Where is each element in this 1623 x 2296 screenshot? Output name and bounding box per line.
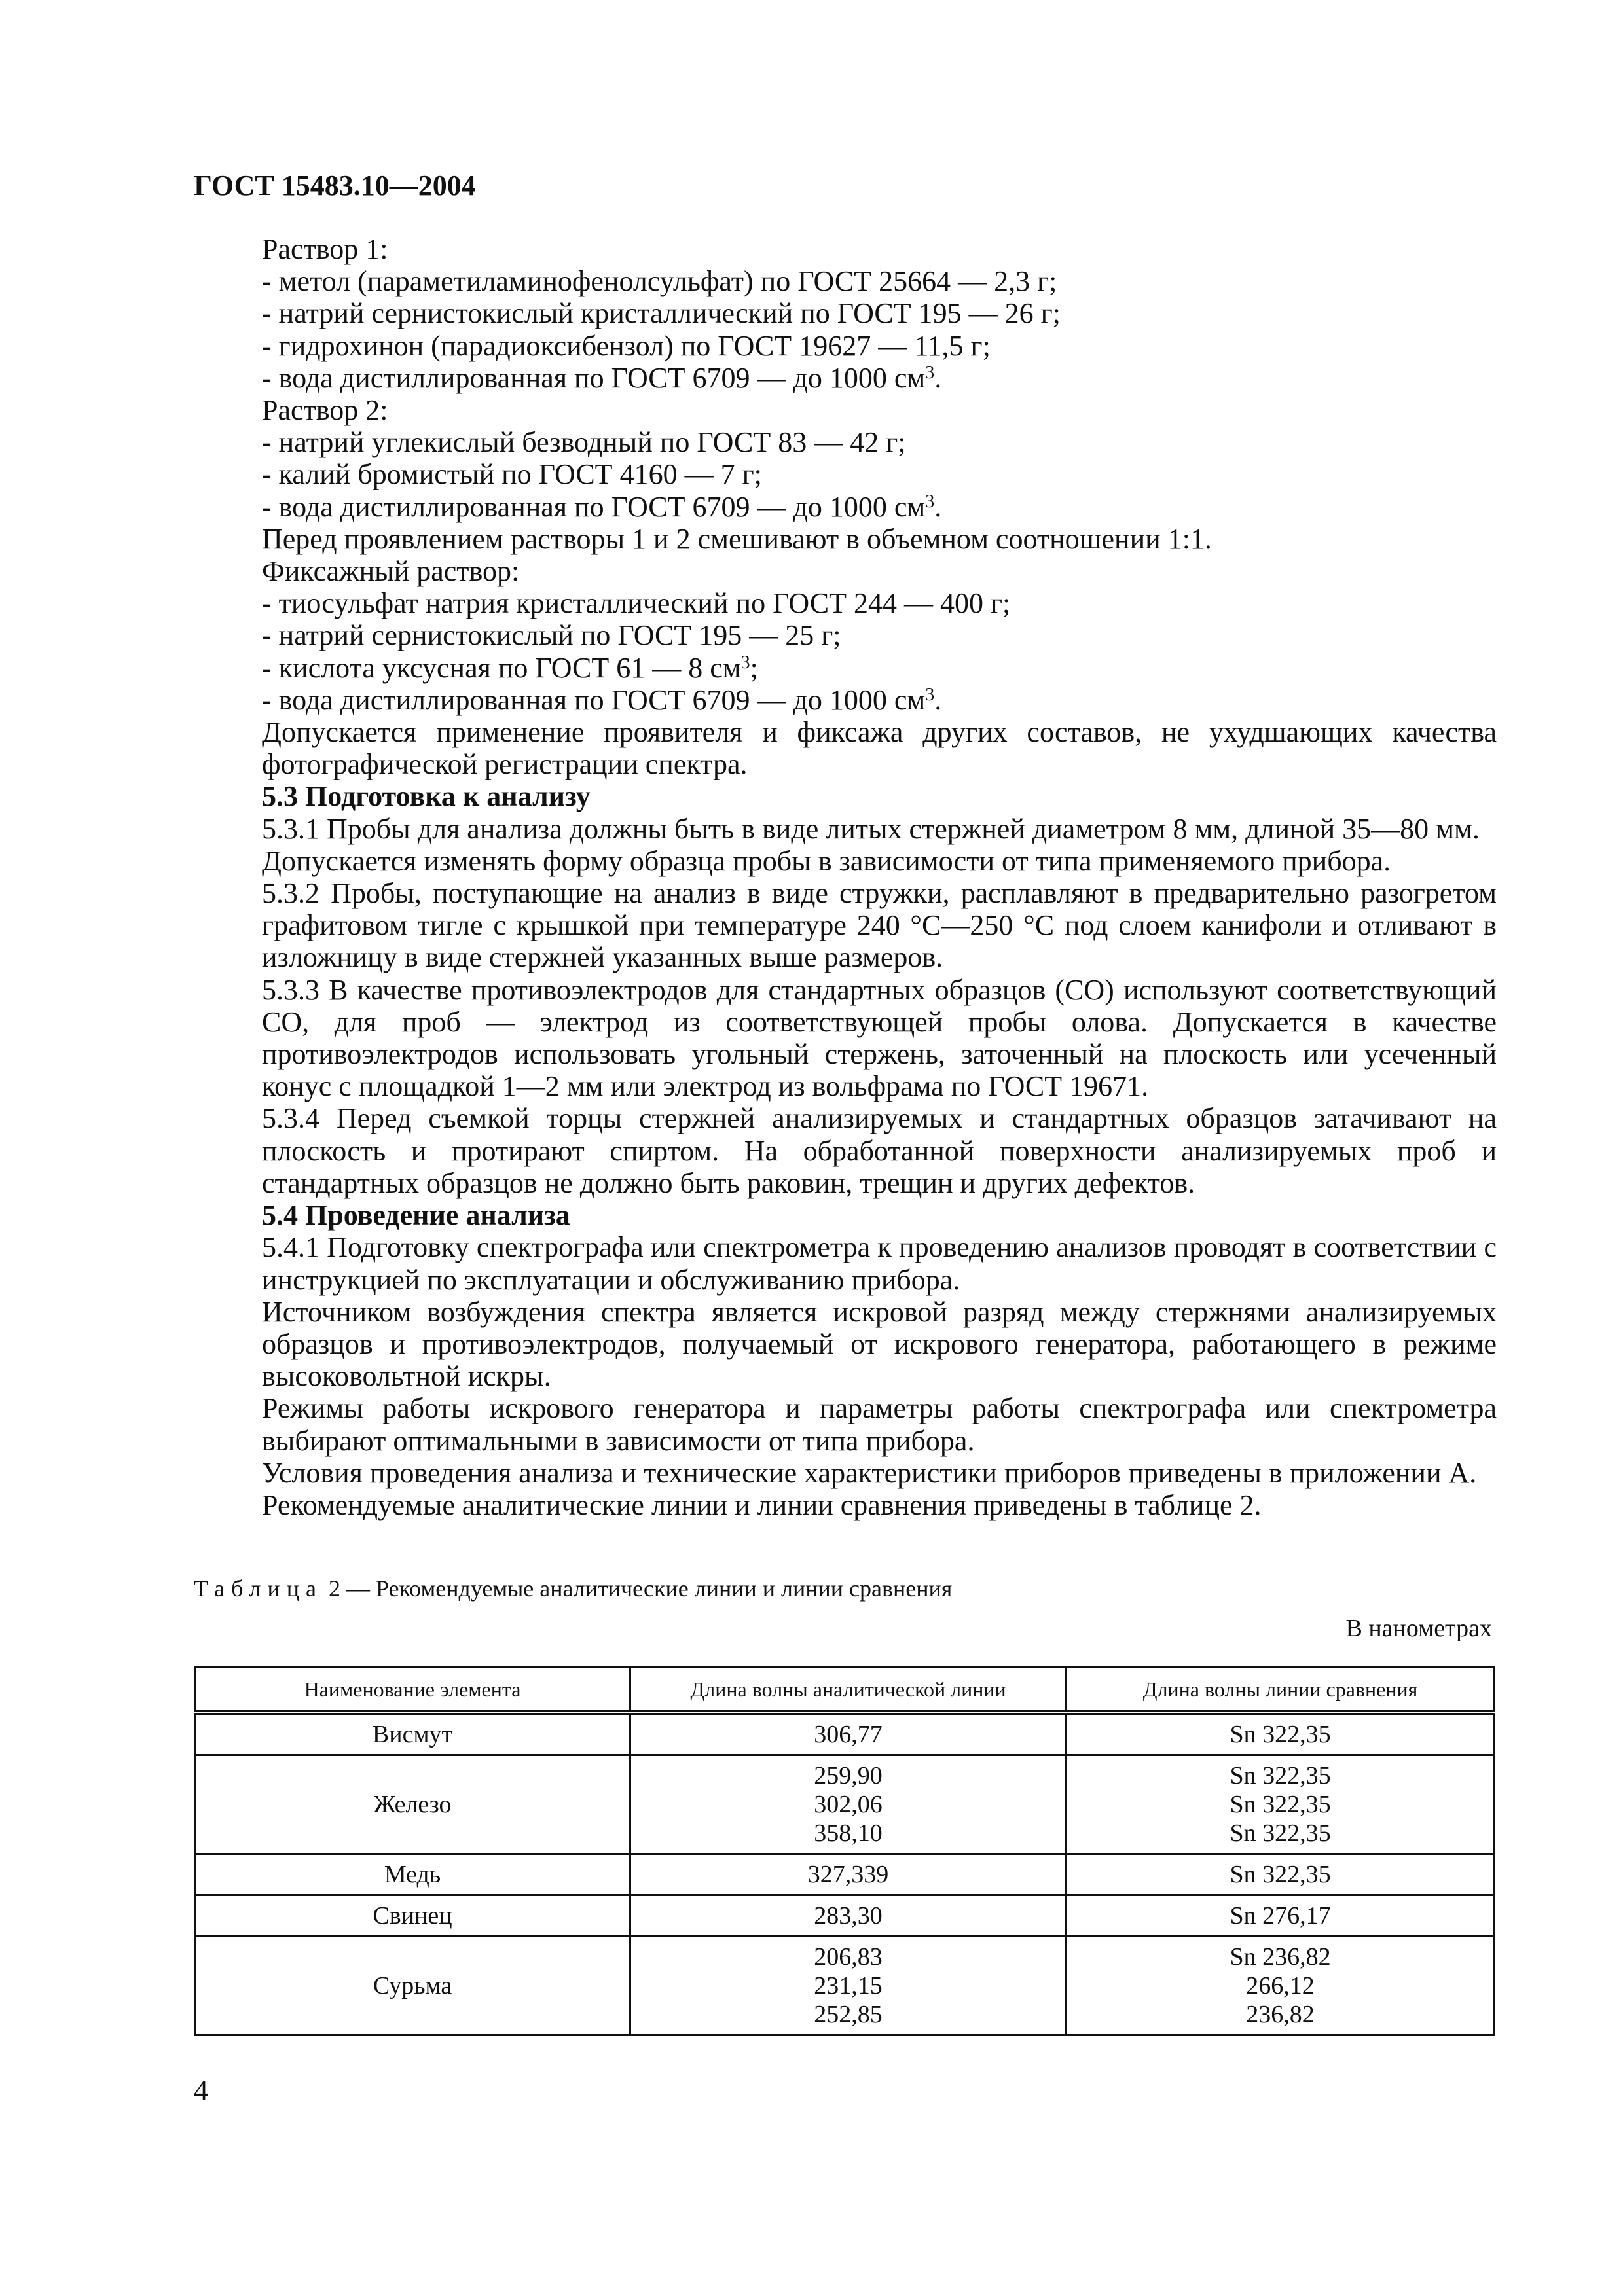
paragraph (194, 877, 1497, 974)
header-reference-wavelength: Длина волны линии сравнения (1067, 1668, 1495, 1713)
page-number: 4 (194, 2074, 208, 2106)
cell-reference (1067, 1937, 1495, 2036)
paragraph-text: 5.3.1 Пробы для анализа должны быть в виде литых стержней диаметром 8 мм, длиной 35—80 мм. (262, 812, 1480, 845)
paragraph (194, 716, 1497, 780)
cell-element: Висмут (195, 1713, 630, 1755)
reference-value: Sn 276,17 (1230, 1902, 1331, 1929)
paragraph-text: Раствор 2: (262, 394, 388, 427)
paragraph-text: 5.3 Подготовка к анализу (262, 780, 591, 813)
paragraph (194, 845, 1497, 877)
cell-analytic (630, 1937, 1067, 2036)
paragraph (194, 1296, 1497, 1393)
paragraph (194, 1102, 1497, 1199)
cell-element: Медь (195, 1854, 630, 1895)
paragraph (194, 587, 1497, 619)
paragraph (194, 1457, 1497, 1489)
paragraph (194, 684, 1497, 716)
paragraph (194, 555, 1497, 587)
analytic-value: 252,85 (814, 2001, 883, 2028)
paragraph (194, 458, 1497, 490)
analytic-value: 231,15 (814, 1972, 883, 2000)
table-header-row (195, 1668, 1495, 1713)
paragraph (194, 523, 1497, 555)
paragraph-text: Условия проведения анализа и технические характеристики приборов приведены в приложении А. (262, 1456, 1477, 1489)
paragraph-text: - тиосульфат натрия кристаллический по ГОСТ 244 — 400 г; (262, 587, 1011, 620)
punctuation: . (934, 683, 942, 716)
paragraph (194, 362, 1497, 394)
table-row (195, 1713, 1495, 1755)
paragraph-text: - вода дистиллированная по ГОСТ 6709 — до 1000 см (262, 683, 926, 716)
superscript: 3 (925, 684, 935, 705)
paragraph-text: Источником возбуждения спектра является искровой разряд между стержнями анализируемых образцов и противоэлектродов, получаемый от искрового генератора, работающего в режиме высоковольтной искры. (262, 1295, 1497, 1393)
table-row (195, 1854, 1495, 1895)
cell-analytic (630, 1895, 1067, 1937)
reference-value: Sn 322,35 (1230, 1791, 1331, 1818)
reference-value: Sn 322,35 (1230, 1820, 1331, 1847)
paragraph-text: 5.3.2 Пробы, поступающие на анализ в виде стружки, расплавляют в предварительно разогретом графитовом тигле с крышкой при температуре 240 °С—250 °С под слоем канифоли и отливают в изложницу в виде стержней указанных выше размеров. (262, 877, 1497, 974)
paragraph (194, 426, 1497, 458)
cell-analytic (630, 1713, 1067, 1755)
paragraph-text: 5.3.4 Перед съемкой торцы стержней анализируемых и стандартных образцов затачивают на плоскость и протирают спиртом. На обработанной поверхности анализируемых проб и стандартных образцов не должно быть раковин, трещин и других дефектов. (262, 1102, 1497, 1199)
paragraph-text: - калий бромистый по ГОСТ 4160 — 7 г; (262, 458, 762, 491)
analytic-value: 302,06 (814, 1791, 883, 1818)
paragraph (194, 330, 1497, 362)
paragraph (194, 297, 1497, 329)
paragraph-text: Раствор 1: (262, 233, 388, 265)
cell-element: Железо (195, 1755, 630, 1854)
section-heading (194, 780, 1497, 812)
paragraph-text: Рекомендуемые аналитические линии и линии сравнения приведены в таблице 2. (262, 1488, 1262, 1521)
paragraph (194, 265, 1497, 297)
reference-value: Sn 236,82 (1230, 1943, 1331, 1971)
cell-element: Свинец (195, 1895, 630, 1937)
table-row (195, 1755, 1495, 1854)
paragraph-text: 5.4.1 Подготовку спектрографа или спектрометра к проведению анализов проводят в соответствии с инструкцией по эксплуатации и обслуживанию прибора. (262, 1231, 1497, 1296)
paragraph-text: 5.3.3 В качестве противоэлектродов для стандартных образцов (СО) используют соответствующий СО, для проб — электрод из соответствующей пробы олова. Допускается в качестве противоэлектродов использовать угольный стержень, заточенный на плоскость или усеченный конус с площадкой 1—2 мм или электрод из вольфрама по ГОСТ 19671. (262, 973, 1497, 1103)
cell-analytic (630, 1755, 1067, 1854)
analytic-value: 306,77 (814, 1721, 883, 1748)
superscript: 3 (740, 652, 750, 673)
punctuation: . (934, 490, 942, 523)
paragraph-text: - вода дистиллированная по ГОСТ 6709 — до 1000 см (262, 490, 926, 523)
paragraph-text: - вода дистиллированная по ГОСТ 6709 — до 1000 см (262, 361, 926, 394)
superscript: 3 (925, 362, 935, 383)
paragraph-text: - кислота уксусная по ГОСТ 61 — 8 см (262, 651, 741, 684)
paragraph (194, 974, 1497, 1103)
paragraph (194, 491, 1497, 523)
paragraph-text: - гидрохинон (парадиоксибензол) по ГОСТ 19627 — 11,5 г; (262, 329, 991, 362)
paragraph-text: - натрий углекислый безводный по ГОСТ 83 — 42 г; (262, 426, 906, 459)
reference-value: 266,12 (1246, 1972, 1315, 2000)
table-row (195, 1937, 1495, 2036)
paragraph-text: 5.4 Проведение анализа (262, 1199, 570, 1232)
paragraph (194, 652, 1497, 684)
wavelength-table (194, 1666, 1495, 2036)
reference-value: 236,82 (1246, 2001, 1315, 2028)
table-caption-text: 2 — Рекомендуемые аналитические линии и линии сравнения (322, 1575, 953, 1602)
cell-reference (1067, 1854, 1495, 1895)
analytic-value: 259,90 (814, 1762, 883, 1789)
header-analytic-wavelength: Длина волны аналитической линии (630, 1668, 1067, 1713)
paragraph (194, 394, 1497, 426)
superscript: 3 (925, 491, 935, 512)
table-caption-label: Таблица (194, 1575, 323, 1602)
cell-analytic (630, 1854, 1067, 1895)
paragraph-text: Допускается применение проявителя и фиксажа других составов, не ухудшающих качества фотографической регистрации спектра. (262, 716, 1497, 781)
document-header: ГОСТ 15483.10—2004 (194, 170, 476, 202)
section-heading (194, 1199, 1497, 1231)
reference-value: Sn 322,35 (1230, 1762, 1331, 1789)
paragraph (194, 1489, 1497, 1521)
table-units: В нанометрах (1345, 1615, 1492, 1642)
paragraph-text: Перед проявлением растворы 1 и 2 смешивают в объемном соотношении 1:1. (262, 522, 1212, 555)
table-row (195, 1895, 1495, 1937)
paragraph-text: Допускается изменять форму образца пробы в зависимости от типа применяемого прибора. (262, 844, 1391, 877)
punctuation: . (934, 361, 942, 394)
reference-value: Sn 322,35 (1230, 1721, 1331, 1748)
paragraph (194, 233, 1497, 265)
paragraph-text: - натрий сернистокислый кристаллический по ГОСТ 195 — 26 г; (262, 297, 1061, 330)
paragraph (194, 1231, 1497, 1295)
header-element: Наименование элемента (195, 1668, 630, 1713)
reference-value: Sn 322,35 (1230, 1861, 1331, 1888)
analytic-value: 283,30 (814, 1902, 883, 1929)
cell-element: Сурьма (195, 1937, 630, 2036)
paragraph-text: Режимы работы искрового генератора и параметры работы спектрографа или спектрометра выбирают оптимальными в зависимости от типа прибора. (262, 1392, 1497, 1457)
paragraph-text: - метол (параметиламинофенолсульфат) по ГОСТ 25664 — 2,3 г; (262, 265, 1057, 298)
paragraph-text: - натрий сернистокислый по ГОСТ 195 — 25 г; (262, 619, 841, 652)
paragraph-text: Фиксажный раствор: (262, 555, 520, 588)
body-text (194, 233, 1497, 1521)
analytic-value: 206,83 (814, 1943, 883, 1971)
punctuation: ; (750, 651, 758, 684)
cell-reference (1067, 1895, 1495, 1937)
paragraph (194, 1392, 1497, 1456)
paragraph (194, 619, 1497, 651)
paragraph (194, 813, 1497, 845)
cell-reference (1067, 1713, 1495, 1755)
table-caption (194, 1575, 952, 1602)
analytic-value: 358,10 (814, 1820, 883, 1847)
analytic-value: 327,339 (807, 1861, 889, 1888)
cell-reference (1067, 1755, 1495, 1854)
